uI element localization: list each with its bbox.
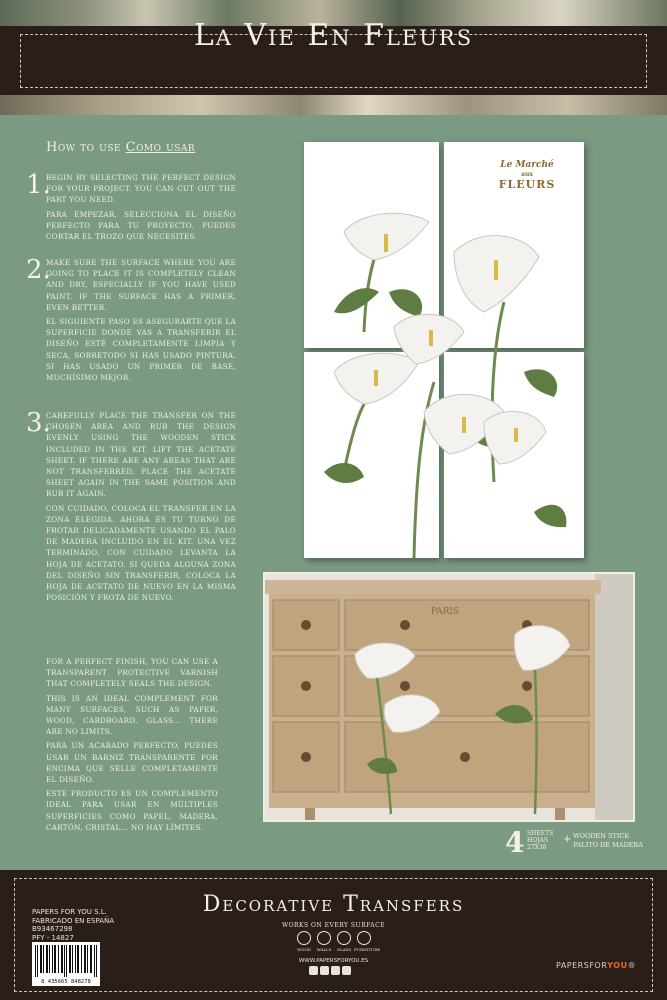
dresser-photo bbox=[263, 572, 635, 822]
surface-walls-label: WALLS bbox=[316, 947, 332, 952]
glass-icon bbox=[337, 931, 351, 945]
step-number: 2. bbox=[26, 255, 51, 285]
step-text-es: PARA EMPEZAR, SELECCIONA EL DISEÑO PERFECTO PARA TU PROYECTO. PUEDES CORTAR EL TROZO QUE NECESITES. bbox=[46, 209, 236, 242]
plus-sign: + bbox=[563, 834, 572, 845]
footer-title: Decorative Transfers bbox=[202, 892, 465, 917]
website-link[interactable]: WWW.PAPERSFORYOU.ES bbox=[298, 958, 369, 964]
barcode bbox=[32, 942, 100, 986]
dresser-illustration bbox=[265, 574, 633, 820]
finish-section bbox=[46, 656, 218, 836]
barcode-number: 8 435665 848278 bbox=[41, 979, 91, 985]
how-to-heading bbox=[46, 140, 195, 155]
step-number: 1. bbox=[26, 170, 51, 200]
step-text-es: EL SIGUIENTE PASO ES ASEGURARTE QUE LA SUPERFICIE DONDE VAS A TRANSFERIR EL DISEÑO ESTÉ COMPLETAMENTE LIMPIA Y SECA, SOBRETODO SI HAS USADO PINTURA. SI HAS USADO UN PRIMER DE BASE, MUCHÍSIMO MEJOR. bbox=[46, 317, 236, 383]
surface-label: WORKS ON EVERY SURFACE bbox=[281, 922, 386, 929]
instagram-icon[interactable] bbox=[309, 966, 318, 975]
facebook-icon[interactable] bbox=[320, 966, 329, 975]
step-number: 3. bbox=[26, 408, 51, 438]
page-title: La Vie En Fleurs bbox=[193, 18, 474, 53]
sheets-label: SHEETS HOJAS 27X38 bbox=[527, 830, 554, 851]
walls-icon bbox=[317, 931, 331, 945]
surface-furniture-label: FURNITURE bbox=[354, 947, 381, 952]
drawer-stamp-text: PARIS bbox=[430, 607, 460, 617]
finish-text-en-2: THIS IS AN IDEAL COMPLEMENT FOR MANY SURFACES, SUCH AS PAPER, WOOD, CARDBOARD, GLASS... THERE ARE NO LIMITS. bbox=[46, 693, 218, 737]
finish-text-es-2: ESTE PRODUCTO ES UN COMPLEMENTO IDEAL PARA USAR EN MÚLTIPLES SUPERFICIES COMO PAPEL, MADERA, CARTÓN, CRISTAL... NO HAY LÍMITES. bbox=[46, 789, 218, 832]
calla-lily-illustration bbox=[304, 142, 584, 558]
surface-glass-label: GLASS bbox=[336, 947, 352, 952]
finish-text-es-1: PARA UN ACABADO PERFECTO, PUEDES USAR UN BARNIZ TRANSPARENTE POR ENCIMA QUE SELLE COMPLETAMENTE EL DISEÑO. bbox=[46, 741, 218, 785]
company-info: PAPERS FOR YOU S.L. FABRICADO EN ESPAÑA B93467298 PFY - 14827 bbox=[32, 908, 115, 942]
youtube-icon[interactable] bbox=[331, 966, 340, 975]
sheet-count: 4 bbox=[505, 826, 525, 859]
sheets-info bbox=[505, 828, 655, 862]
furniture-icon bbox=[357, 931, 371, 945]
wood-icon bbox=[297, 931, 311, 945]
surface-wood-label: WOOD bbox=[297, 947, 311, 952]
papers-for-you-logo: PAPERSFORYOU® bbox=[556, 961, 637, 970]
under-title-floral-border bbox=[0, 95, 667, 115]
step-text-es: CON CUIDADO, COLOCA EL TRANSFER EN LA ZONA ELEGIDA. AHORA ES TU TURNO DE FROTAR DELICADAMENTE USANDO EL PALO DE MADERA INCLUIDO EN EL KIT. UNA VEZ TERMINADO, CON CUIDADO LEVANTA LA HOJA DE ACETATO. SI QUEDA ALGUNA ZONA DEL DISEÑO SIN TRANSFERIR, COLOCA LA HOJA DE ACETATO DE NUEVO EN LA MISMA POSICIÓN Y FROTA DE NUEVO. bbox=[46, 503, 236, 603]
surface-icons bbox=[294, 931, 381, 955]
le-marche-aux-fleurs-logo: Le Marché aux FLEURS bbox=[498, 160, 556, 191]
social-icons bbox=[309, 966, 359, 976]
step-text-en: BEGIN BY SELECTING THE PERFECT DESIGN FOR YOUR PROJECT. YOU CAN CUT OUT THE PART YOU NEED. bbox=[46, 173, 236, 205]
step-text-en: MAKE SURE THE SURFACE WHERE YOU ARE GOING TO PLACE IT IS COMPLETELY CLEAN AND DRY, ESPECIALLY IF YOU HAVE USED PAINT. IF THE SURFACE HAS A PRIMER, EVEN BETTER. bbox=[46, 258, 236, 312]
how-to-en: How to use bbox=[46, 140, 121, 155]
email-icon[interactable] bbox=[342, 966, 351, 975]
wooden-stick-label: WOODEN STICK PALITO DE MADERA bbox=[573, 832, 644, 849]
how-to-es: Como usar bbox=[125, 140, 196, 155]
step-text-en: CAREFULLY PLACE THE TRANSFER ON THE CHOSEN AREA AND RUB THE DESIGN EVENLY USING THE WOODEN STICK INCLUDED IN THE KIT. LIFT THE ACETATE SHEET. IF THERE ARE ANY AREAS THAT ARE NOT TRANSFERRED, PLACE THE ACETATE SHEET AGAIN IN THE SAME POSITION AND RUB IT AGAIN. bbox=[46, 411, 236, 499]
finish-text-en-1: FOR A PERFECT FINISH, YOU CAN USE A TRANSPARENT PROTECTIVE VARNISH THAT COMPLETELY SEALS THE DESIGN. bbox=[46, 657, 218, 689]
